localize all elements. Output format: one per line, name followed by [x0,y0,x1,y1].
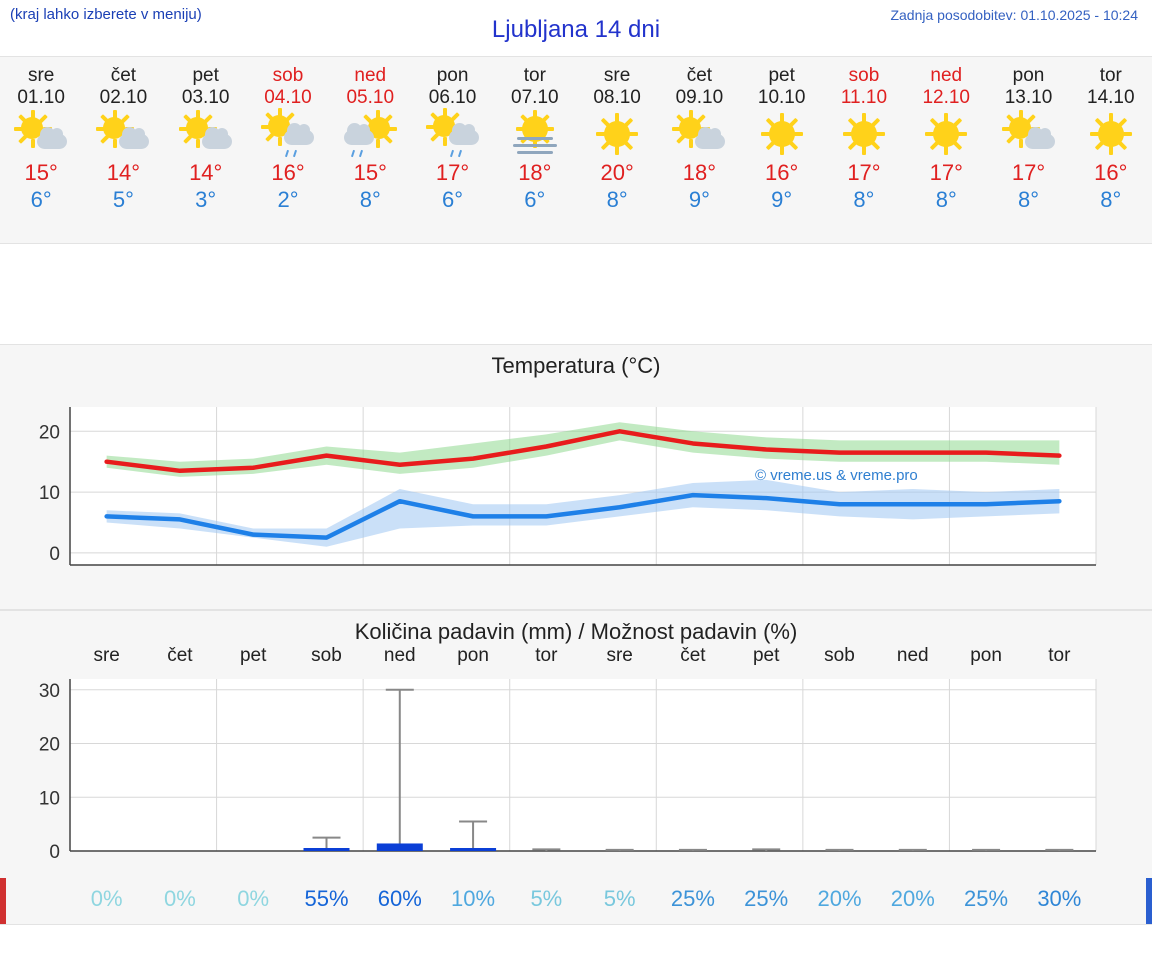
forecast-day[interactable] [0,57,82,243]
day-of-week: sob [848,65,880,86]
temperature-chart-area [0,379,1152,609]
forecast-day[interactable] [329,57,411,243]
precip-day-label: sob [311,645,342,666]
precip-probability: 20% [817,886,862,911]
precip-day-label: ned [896,645,929,666]
day-icon-wrap [658,111,740,159]
precip-day-label: pet [239,645,267,666]
day-date: 06.10 [428,87,477,108]
precip-day-label: čet [680,645,706,666]
day-min-temp: 6° [442,187,464,212]
location-hint: (kraj lahko izberete v meniju) [10,6,202,23]
weather-icon-sun [754,111,810,157]
precip-day-label: sob [824,645,855,666]
day-of-week: ned [354,65,387,86]
day-max-temp: 17° [847,160,881,185]
day-min-temp: 3° [195,187,217,212]
day-icon-wrap [987,111,1069,159]
precip-day-label: sre [93,645,120,666]
spacer [0,244,1152,344]
day-min-temp: 8° [853,187,875,212]
weather-icon-sun-cloud [1001,111,1057,157]
day-icon-wrap [741,111,823,159]
precipitation-chart-block [0,610,1152,925]
forecast-day[interactable] [1070,57,1152,243]
forecast-day[interactable] [905,57,987,243]
precipitation-chart-area [0,671,1152,886]
day-max-temp: 17° [929,160,963,185]
day-icon-wrap [576,111,658,159]
precip-probability: 10% [451,886,496,911]
weather-icon-sun-cloud-rain [260,111,316,157]
last-update: Zadnja posodobitev: 01.10.2025 - 10:24 [890,7,1138,23]
day-date: 11.10 [840,87,888,108]
day-of-week: pet [768,65,795,86]
day-of-week: tor [1099,65,1122,86]
day-max-temp: 15° [24,160,58,185]
precip-probability: 20% [890,886,935,911]
day-icon-wrap [247,111,329,159]
temperature-chart-title: Temperatura (°C) [491,353,661,378]
day-icon-wrap [494,111,576,159]
day-icon-wrap [411,111,493,159]
page-header [0,0,1152,56]
right-edge-marker [1146,878,1152,924]
weather-icon-sun-cloud [671,111,727,157]
day-max-temp: 18° [518,160,552,185]
precipitation-probability-row [0,886,1152,924]
day-min-temp: 9° [771,187,793,212]
precip-day-label: sre [606,645,633,666]
day-of-week: pon [1012,65,1045,86]
day-max-temp: 16° [1094,160,1128,185]
weather-icon-sun [589,111,645,157]
forecast-day[interactable] [576,57,658,243]
precip-probability: 0% [237,886,270,911]
day-date: 05.10 [346,87,395,108]
precipitation-chart-svg [0,671,1152,886]
day-min-temp: 6° [524,187,546,212]
day-min-temp: 6° [30,187,52,212]
svg-text:10: 10 [38,483,60,505]
left-edge-marker [0,878,6,924]
precip-probability: 0% [90,886,123,911]
copyright-text: © vreme.us & vreme.pro [755,467,918,484]
weather-icon-sun-cloud-rain [425,111,481,157]
day-of-week: pon [436,65,469,86]
weather-icon-sun-cloud [13,111,69,157]
day-date: 03.10 [181,87,230,108]
precip-probability: 25% [744,886,789,911]
precipitation-chart-title: Količina padavin (mm) / Možnost padavin (%) [354,619,798,644]
precip-probability: 5% [530,886,563,911]
forecast-strip [0,56,1152,244]
weather-icon-sun [836,111,892,157]
day-icon-wrap [0,111,82,159]
day-min-temp: 8° [935,187,957,212]
svg-text:20: 20 [38,422,60,444]
forecast-day[interactable] [411,57,493,243]
day-date: 12.10 [922,87,970,108]
day-date: 01.10 [17,87,65,108]
day-icon-wrap [823,111,905,159]
forecast-day[interactable] [741,57,823,243]
precip-probability: 25% [964,886,1009,911]
day-max-temp: 14° [189,160,223,185]
day-max-temp: 20° [600,160,634,185]
day-of-week: ned [930,65,963,86]
forecast-day[interactable] [165,57,247,243]
day-of-week: tor [523,65,546,86]
precip-probability: 30% [1037,886,1082,911]
precip-probability: 5% [603,886,636,911]
precip-day-label: tor [535,645,558,666]
forecast-day[interactable] [987,57,1069,243]
day-min-temp: 5° [112,187,134,212]
day-of-week: čet [686,65,713,86]
day-icon-wrap [165,111,247,159]
day-min-temp: 8° [606,187,628,212]
precip-day-label: pet [752,645,780,666]
day-date: 04.10 [264,87,312,108]
precip-day-label: tor [1048,645,1071,666]
day-min-temp: 8° [1100,187,1122,212]
day-of-week: pet [192,65,219,86]
weather-icon-sun-cloud [178,111,234,157]
day-min-temp: 9° [688,187,710,212]
svg-text:0: 0 [49,543,60,565]
forecast-day[interactable] [658,57,740,243]
precip-probability: 25% [670,886,715,911]
day-date: 07.10 [511,87,559,108]
day-max-temp: 15° [353,160,387,185]
day-date: 10.10 [757,87,806,108]
precip-day-label: pon [970,645,1002,666]
temperature-chart-block [0,344,1152,610]
forecast-day[interactable] [82,57,164,243]
forecast-day[interactable] [494,57,576,243]
day-of-week: sre [27,65,55,86]
day-min-temp: 8° [359,187,381,212]
precip-day-label: pon [457,645,489,666]
forecast-day[interactable] [247,57,329,243]
day-min-temp: 8° [1017,187,1040,212]
precipitation-day-labels [0,645,1152,671]
day-max-temp: 18° [682,160,717,185]
day-of-week: sob [272,65,304,86]
day-max-temp: 16° [765,160,799,185]
day-of-week: sre [603,65,631,86]
svg-text:0: 0 [49,842,60,863]
day-date: 14.10 [1087,87,1135,108]
forecast-day[interactable] [823,57,905,243]
day-date: 13.10 [1004,87,1053,108]
precip-probability: 0% [164,886,196,911]
precip-probability: 55% [304,886,349,911]
weather-icon-sun-fog [507,111,563,157]
forecast-days [0,57,1152,243]
svg-text:20: 20 [38,734,60,756]
precip-day-label: čet [167,645,193,666]
svg-text:10: 10 [38,788,60,810]
weather-icon-cloud-sun-rain [342,111,398,157]
day-icon-wrap [329,111,411,159]
day-icon-wrap [82,111,164,159]
weather-icon-sun [1083,111,1139,157]
day-date: 02.10 [99,87,148,108]
day-max-temp: 17° [1011,160,1046,185]
day-date: 09.10 [675,87,724,108]
temperature-chart-svg [0,379,1152,609]
day-date: 08.10 [593,87,641,108]
precip-probability: 60% [377,886,422,911]
svg-text:30: 30 [38,680,60,702]
precip-day-label: ned [383,645,416,666]
weather-icon-sun [918,111,974,157]
day-of-week: čet [110,65,137,86]
page-title: Ljubljana 14 dni [491,16,661,43]
day-max-temp: 14° [106,160,141,185]
day-icon-wrap [1070,111,1152,159]
day-max-temp: 16° [271,160,305,185]
bottom-spacer [0,925,1152,939]
weather-icon-sun-cloud [95,111,151,157]
day-icon-wrap [905,111,987,159]
day-min-temp: 2° [277,187,299,212]
day-max-temp: 17° [435,160,470,185]
